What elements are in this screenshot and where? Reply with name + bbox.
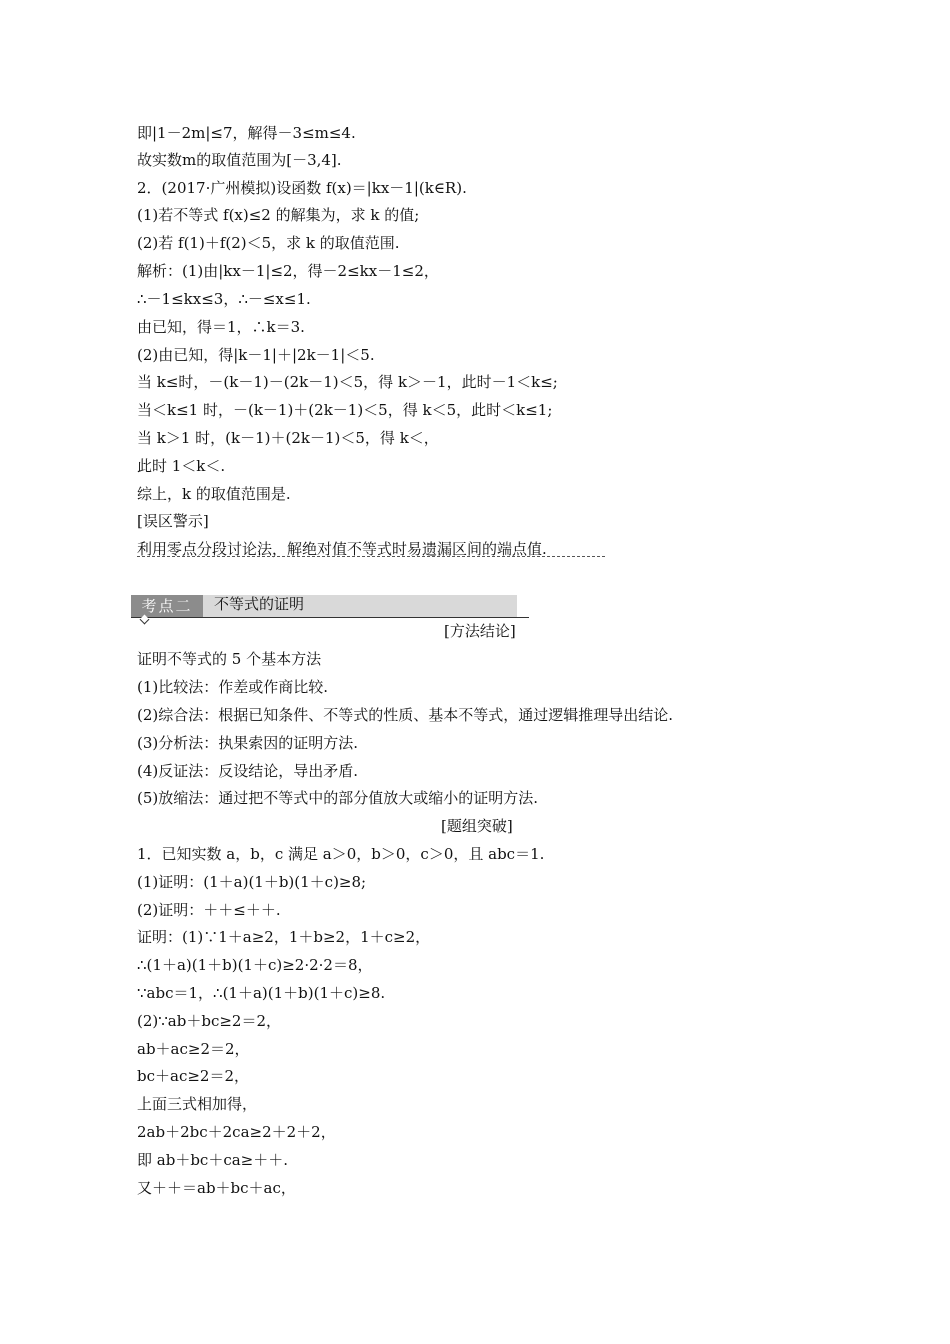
solution-line: 由已知，得＝1，∴k＝3. <box>137 318 305 336</box>
proof-line: bc＋ac≥2＝2， <box>137 1067 250 1085</box>
section-rule <box>131 617 529 618</box>
solution-line: 解析：(1)由|kx－1|≤2，得－2≤kx－1≤2， <box>137 262 439 280</box>
problem-1-part-2: (2)证明：＋＋≤＋＋. <box>137 901 281 919</box>
proof-line: 又＋＋＝ab＋bc＋ac， <box>137 1179 296 1197</box>
method-item: (3)分析法：执果索因的证明方法. <box>137 734 359 752</box>
method-item: (5)放缩法：通过把不等式中的部分值放大或缩小的证明方法. <box>137 789 539 807</box>
solution-line: 当 k≤时，－(k－1)－(2k－1)＜5，得 k＞－1，此时－1＜k≤; <box>137 373 558 391</box>
problem-2-part-2: (2)若 f(1)＋f(2)＜5，求 k 的取值范围. <box>137 234 400 252</box>
solution-line: (2)由已知，得|k－1|＋|2k－1|＜5. <box>137 346 375 364</box>
solution-line: 此时 1＜k＜. <box>137 457 226 475</box>
text-line: 故实数m的取值范围为[－3,4]. <box>137 151 342 169</box>
proof-line: (2)∵ab＋bc≥2＝2， <box>137 1012 281 1030</box>
problem-2-statement: 2．(2017·广州模拟)设函数 f(x)＝|kx－1|(k∈R). <box>137 179 467 197</box>
solution-line: 当 k＞1 时，(k－1)＋(2k－1)＜5，得 k＜， <box>137 429 439 447</box>
practice-heading: [题组突破] <box>441 817 513 835</box>
solution-line: 当＜k≤1 时，－(k－1)＋(2k－1)＜5，得 k＜5，此时＜k≤1; <box>137 401 553 419</box>
problem-2-part-1: (1)若不等式 f(x)≤2 的解集为，求 k 的值; <box>137 206 420 224</box>
proof-line: ∵abc＝1，∴(1＋a)(1＋b)(1＋c)≥8. <box>137 984 386 1002</box>
warning-heading: [误区警示] <box>137 512 209 530</box>
proof-line: 2ab＋2bc＋2ca≥2＋2＋2， <box>137 1123 336 1141</box>
proof-line: 即 ab＋bc＋ca≥＋＋. <box>137 1151 288 1169</box>
proof-line: 上面三式相加得， <box>137 1095 258 1113</box>
warning-underline <box>137 556 605 557</box>
solution-conclusion: 综上，k 的取值范围是. <box>137 485 291 503</box>
proof-line: ∴(1＋a)(1＋b)(1＋c)≥2·2·2＝8， <box>137 956 373 974</box>
proof-line: ab＋ac≥2＝2， <box>137 1040 250 1058</box>
method-heading: [方法结论] <box>444 622 516 640</box>
method-item: (4)反证法：反设结论，导出矛盾. <box>137 762 359 780</box>
method-item: (2)综合法：根据已知条件、不等式的性质、基本不等式，通过逻辑推理导出结论. <box>137 706 674 724</box>
warning-text: 利用零点分段讨论法，解绝对值不等式时易遗漏区间的端点值. <box>137 540 547 558</box>
section-title: 不等式的证明 <box>214 595 305 613</box>
method-intro: 证明不等式的 5 个基本方法 <box>137 650 322 668</box>
proof-line: 证明：(1)∵1＋a≥2，1＋b≥2，1＋c≥2， <box>137 928 431 946</box>
problem-1-statement: 1．已知实数 a，b，c 满足 a＞0，b＞0，c＞0，且 abc＝1. <box>137 845 545 863</box>
method-item: (1)比较法：作差或作商比较. <box>137 678 329 696</box>
problem-1-part-1: (1)证明：(1＋a)(1＋b)(1＋c)≥8; <box>137 873 367 891</box>
text-line: 即|1－2m|≤7，解得－3≤m≤4. <box>137 124 356 142</box>
section-tag: 考点二 <box>131 595 203 617</box>
solution-line: ∴－1≤kx≤3，∴－≤x≤1. <box>137 290 311 308</box>
